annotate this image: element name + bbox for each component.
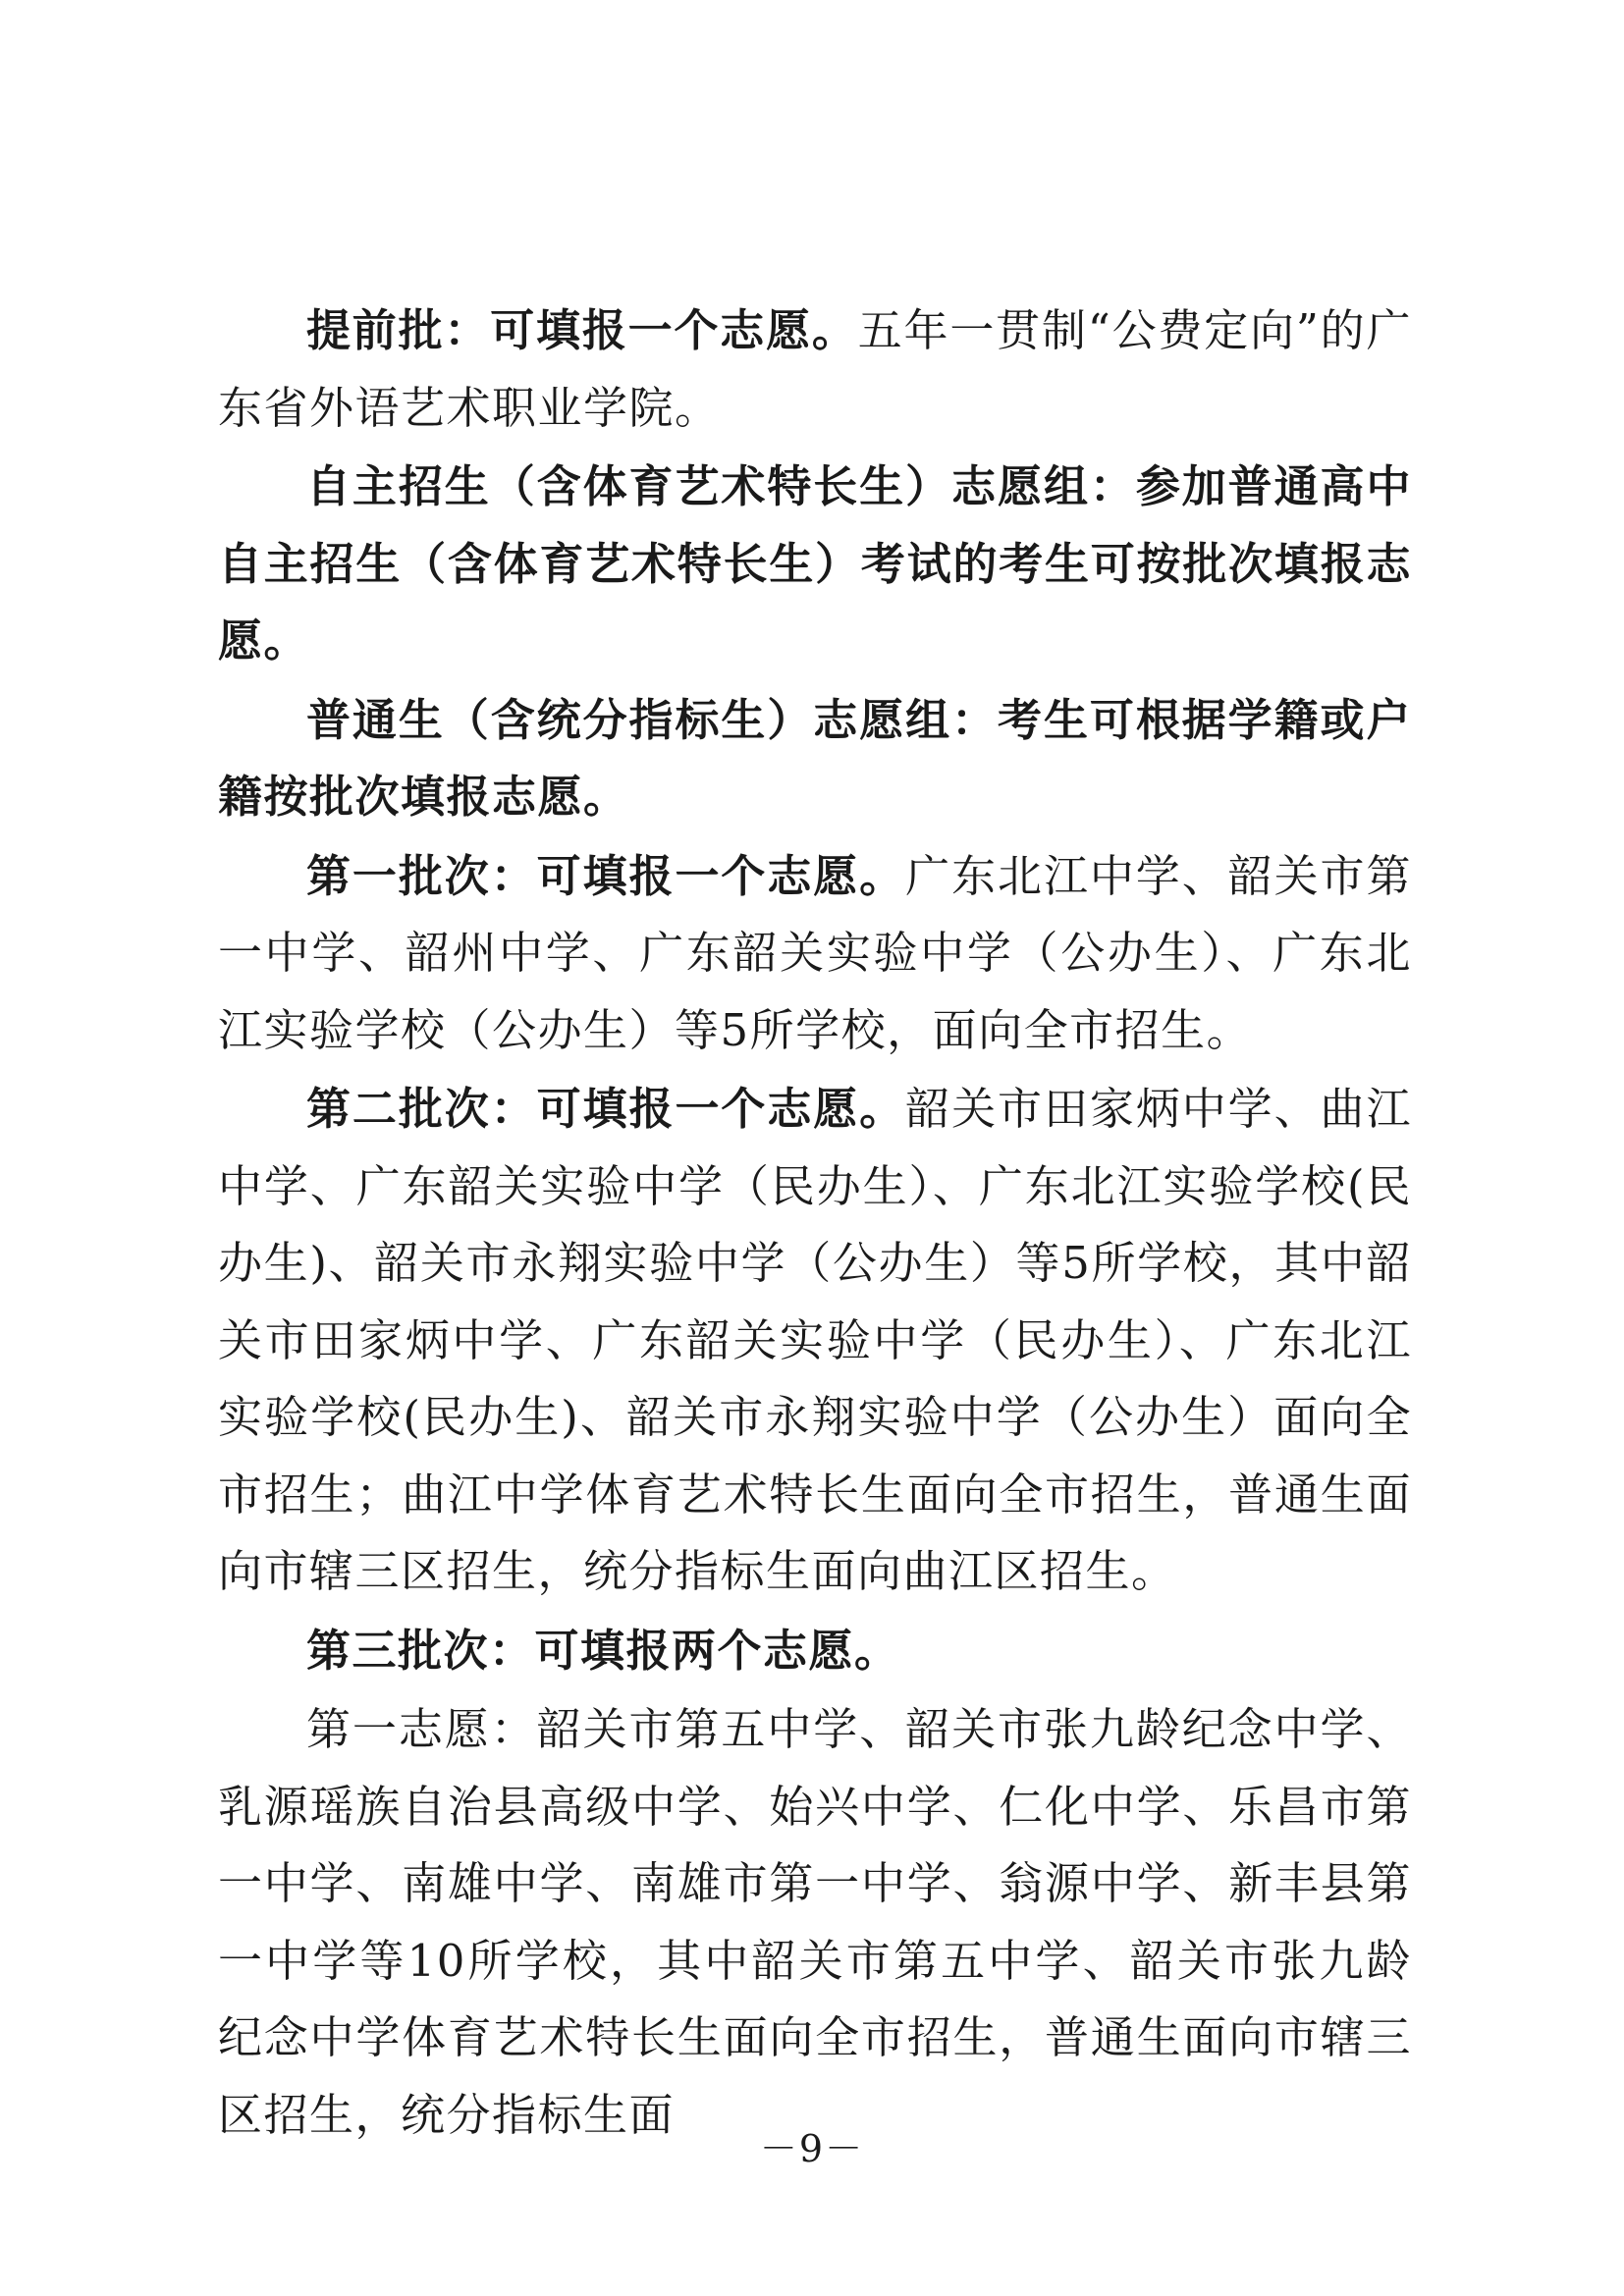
paragraph-lead: 第一批次：可填报一个志愿。 xyxy=(306,849,906,902)
paragraph-self-enrollment-group xyxy=(218,449,1412,680)
paragraph-third-batch xyxy=(218,1613,1412,1690)
document-body xyxy=(218,293,1412,2156)
paragraph-lead: 自主招生（含体育艺术特长生）志愿组：参加普通高中自主招生（含体育艺术特长生）考试的考生可按批次填报志愿。 xyxy=(218,460,1412,667)
paragraph-first-choice xyxy=(218,1691,1412,2154)
paragraph-text: 第一志愿：韶关市第五中学、韶关市张九龄纪念中学、乳源瑶族自治县高级中学、始兴中学、仁化中学、乐昌市第一中学、南雄中学、南雄市第一中学、翁源中学、新丰县第一中学等10所学校，其中韶关市第五中学、韶关市张九龄纪念中学体育艺术特长生面向全市招生，普通生面向市辖三区招生，统分指标生面 xyxy=(218,1703,1412,2141)
paragraph-second-batch xyxy=(218,1071,1412,1611)
paragraph-first-batch xyxy=(218,838,1412,1070)
paragraph-text: 五年一贯制“公费定向”的广东省外语艺术职业学院。 xyxy=(218,304,1412,434)
paragraph-lead: 普通生（含统分指标生）志愿组：考生可根据学籍或户籍按批次填报志愿。 xyxy=(218,693,1412,823)
paragraph-lead: 第二批次：可填报一个志愿。 xyxy=(306,1083,906,1135)
page-number: －9－ xyxy=(759,2127,865,2170)
paragraph-regular-student-group xyxy=(218,682,1412,836)
paragraph-lead: 第三批次：可填报两个志愿。 xyxy=(306,1624,900,1677)
paragraph-lead: 提前批：可填报一个志愿。 xyxy=(306,304,858,356)
paragraph-advance-batch xyxy=(218,293,1412,447)
paragraph-text: 韶关市田家炳中学、曲江中学、广东韶关实验中学（民办生）、广东北江实验学校(民办生)、韶关市永翔实验中学（公办生）等5所学校，其中韶关市田家炳中学、广东韶关实验中学（民办生）、广东北江实验学校(民办生)、韶关市永翔实验中学（公办生）面向全市招生；曲江中学体育艺术特长生面向全市招生，普通生面向市辖三区招生，统分指标生面向曲江区招生。 xyxy=(218,1083,1412,1597)
paragraph-text: 广东北江中学、韶关市第一中学、韶州中学、广东韶关实验中学（公办生）、广东北江实验学校（公办生）等5所学校，面向全市招生。 xyxy=(218,849,1412,1056)
